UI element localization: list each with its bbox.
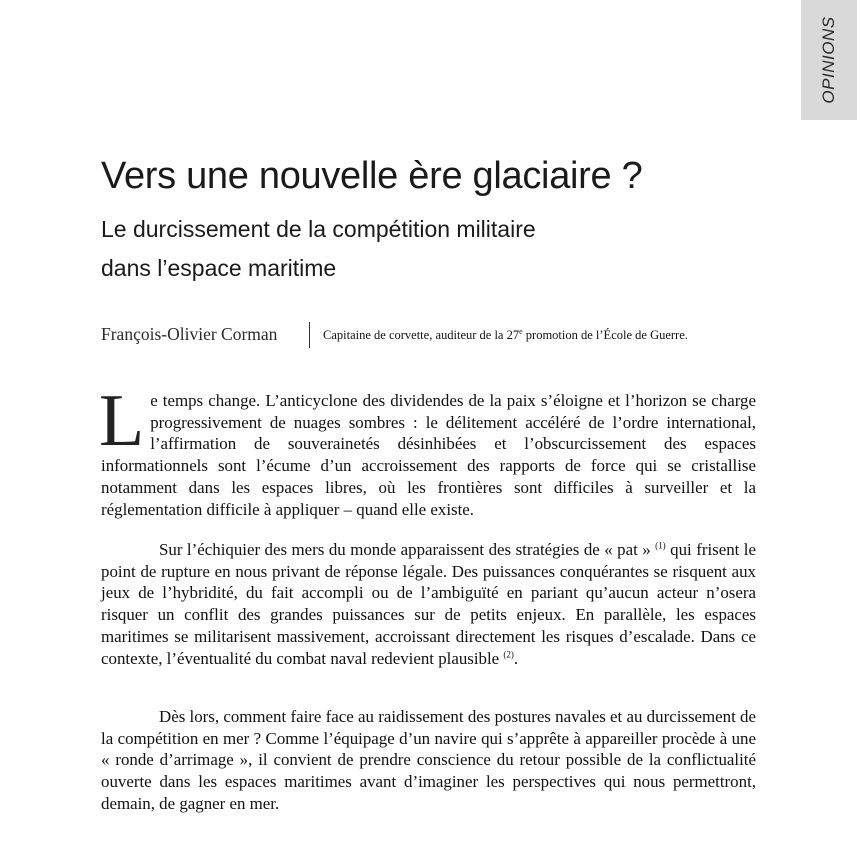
affiliation-ordinal: e xyxy=(519,326,523,336)
paragraph-1 xyxy=(99,380,756,520)
paragraph-2-text-a: Sur l’échiquier des mers du monde apparaissent des stratégies de « pat » xyxy=(159,540,656,559)
paragraph-2-text-b: qui frisent le point de rupture en nous privant de réponse légale. Des puissances conquérantes se risquent aux jeux de l’hybridité, du fait accompli ou de l’ambiguïté en pariant qu’aucun acteur n’osera risquer un conflit des grandes puissances sur de petits enjeux. En parallèle, les espaces maritimes se militarisent massivement, accroissant directement les risques d’escalade. Dans ce contexte, l’éventualité du combat naval redevient plausible xyxy=(101,540,756,668)
subtitle-line-1: Le durcissement de la compétition militaire xyxy=(101,216,536,242)
article-title: Vers une nouvelle ère glaciaire ? xyxy=(101,155,643,197)
paragraph-2 xyxy=(101,539,756,669)
section-tab-label: OPINIONS xyxy=(819,16,838,104)
section-tab xyxy=(801,0,857,120)
footnote-ref-2[interactable]: (2) xyxy=(503,648,514,659)
subtitle-line-2: dans l’espace maritime xyxy=(101,255,337,281)
footnote-ref-1[interactable]: (1) xyxy=(655,540,666,551)
author-name: François-Olivier Corman xyxy=(101,324,278,344)
author-affiliation xyxy=(323,326,688,344)
paragraph-1-text: e temps change. L’anticyclone des dividendes de la paix s’éloigne et l’horizon se charge progressivement de nuages sombres : le délitement accéléré de l’ordre international, l’affirmation de souverainetés désinhibées et l’obscurcissement des espaces informationnels sont l’écume d’un accroissement des rapports de force qui se cristallise notamment dans les espaces libres, où les frontières sont difficiles à surveiller et la réglementation difficile à appliquer – quand elle existe. xyxy=(101,391,756,519)
drop-cap: L xyxy=(99,380,145,462)
affiliation-text-end: promotion de l’École de Guerre. xyxy=(522,328,688,342)
paragraph-2-text-c: . xyxy=(513,648,519,668)
paragraph-3: Dès lors, comment faire face au raidissement des postures navales et au durcissement de la compétition en mer ? Comme l’équipage d’un navire qui s’apprête à appareiller procède à une « ronde d’arrimage », il convient de prendre conscience du retour possible de la conflictualité ouverte dans les espaces maritimes avant d’imaginer les perspectives qui nous permettront, demain, de gagner en mer. xyxy=(101,707,756,813)
byline-divider xyxy=(309,322,310,348)
affiliation-text-start: Capitaine de corvette, auditeur de la 27 xyxy=(323,328,520,342)
byline xyxy=(101,322,761,348)
article-subtitle xyxy=(101,210,536,288)
